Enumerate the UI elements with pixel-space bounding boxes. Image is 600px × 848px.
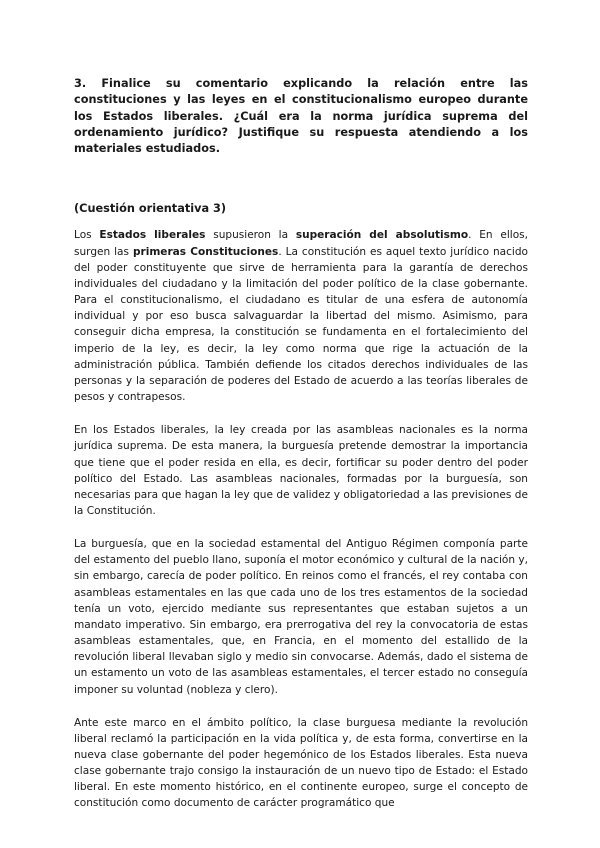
paragraph-1-text: supusieron la xyxy=(205,229,296,242)
bold-estados-liberales: Estados liberales xyxy=(99,229,206,242)
paragraph-3: La burguesía, que en la sociedad estamental del Antiguo Régimen componía parte del estamento del pueblo llano, suponía el motor económico y cultural de la nación y, sin embargo, carecía de poder político. En reinos como el francés, el rey contaba con asambleas estamentales en las que cada uno de los tres estamentos de la sociedad tenía un voto, ejercido mediante sus representantes que estaban sujetos a un mandato imperativo. Sin embargo, era prerrogativa del rey la convocatoria de estas asambleas estamentales, que, en Francia, en el momento del estallido de la revolución liberal llevaban siglo y medio sin convocarse. Además, dado el sistema de un estamento un voto de las asambleas estamentales, el tercer estado no conseguía imponer su voluntad (nobleza y clero). xyxy=(74,538,528,696)
paragraph-1 xyxy=(74,227,528,405)
paragraph-4: Ante este marco en el ámbito político, la clase burguesa mediante la revolución liberal reclamó la participación en la vida política y, de esta forma, convertirse en la nueva clase gobernante del poder hegemónico de los Estados liberales. Esta nueva clase gobernante trajo consigo la instauración de un nuevo tipo de Estado: el Estado liberal. En este momento histórico, en el continente europeo, surge el concepto de constitución como documento de carácter programático que xyxy=(74,716,528,810)
document-page xyxy=(74,76,528,812)
paragraph-1-text: . En ellos, surgen las xyxy=(74,229,529,258)
bold-superacion-absolutismo: superación del absolutismo xyxy=(295,229,469,242)
question-text: 3. Finalice su comentario explicando la relación entre las constituciones y las leyes en el constitucionalismo europeo durante los Estados liberales. ¿Cuál era la norma jurídica suprema del ordenamiento jurídico? Justifique su respuesta atendiendo a los materiales estudiados. xyxy=(74,77,528,156)
paragraph-2: En los Estados liberales, la ley creada por las asambleas nacionales es la norma jurídica suprema. De esta manera, la burguesía pretende demostrar la importancia que tiene que el poder resida en ella, es decir, fortificar su poder dentro del poder político del Estado. Las asambleas nacionales, formadas por la burguesía, son necesarias para que hagan la ley que de validez y obligatoriedad a las previsiones de la Constitución. xyxy=(74,424,528,517)
section-heading: (Cuestión orientativa 3) xyxy=(74,202,227,216)
paragraph-1-text: Los xyxy=(74,229,100,242)
paragraph-1-text: . La constitución es aquel texto jurídico nacido del poder constituyente que sirve de herramienta para la garantía de derechos individuales del ciudadano y la limitación del poder político de la clase gobernante. Para el constitucionalismo, el ciudadano es titular de una esfera de autonomía individual y por eso busca salvaguardar la libertad del mismo. Asimismo, para conseguir dicha empresa, la constitución se fundamenta en el fortalecimiento del imperio de la ley, es decir, la ley como norma que rige la actuación de la administración pública. También defiende los citados derechos individuales de las personas y la separación de poderes del Estado de acuerdo a las teorías liberales de pesos y contrapesos. xyxy=(74,245,529,404)
bold-primeras-constituciones: primeras Constituciones xyxy=(132,245,279,258)
